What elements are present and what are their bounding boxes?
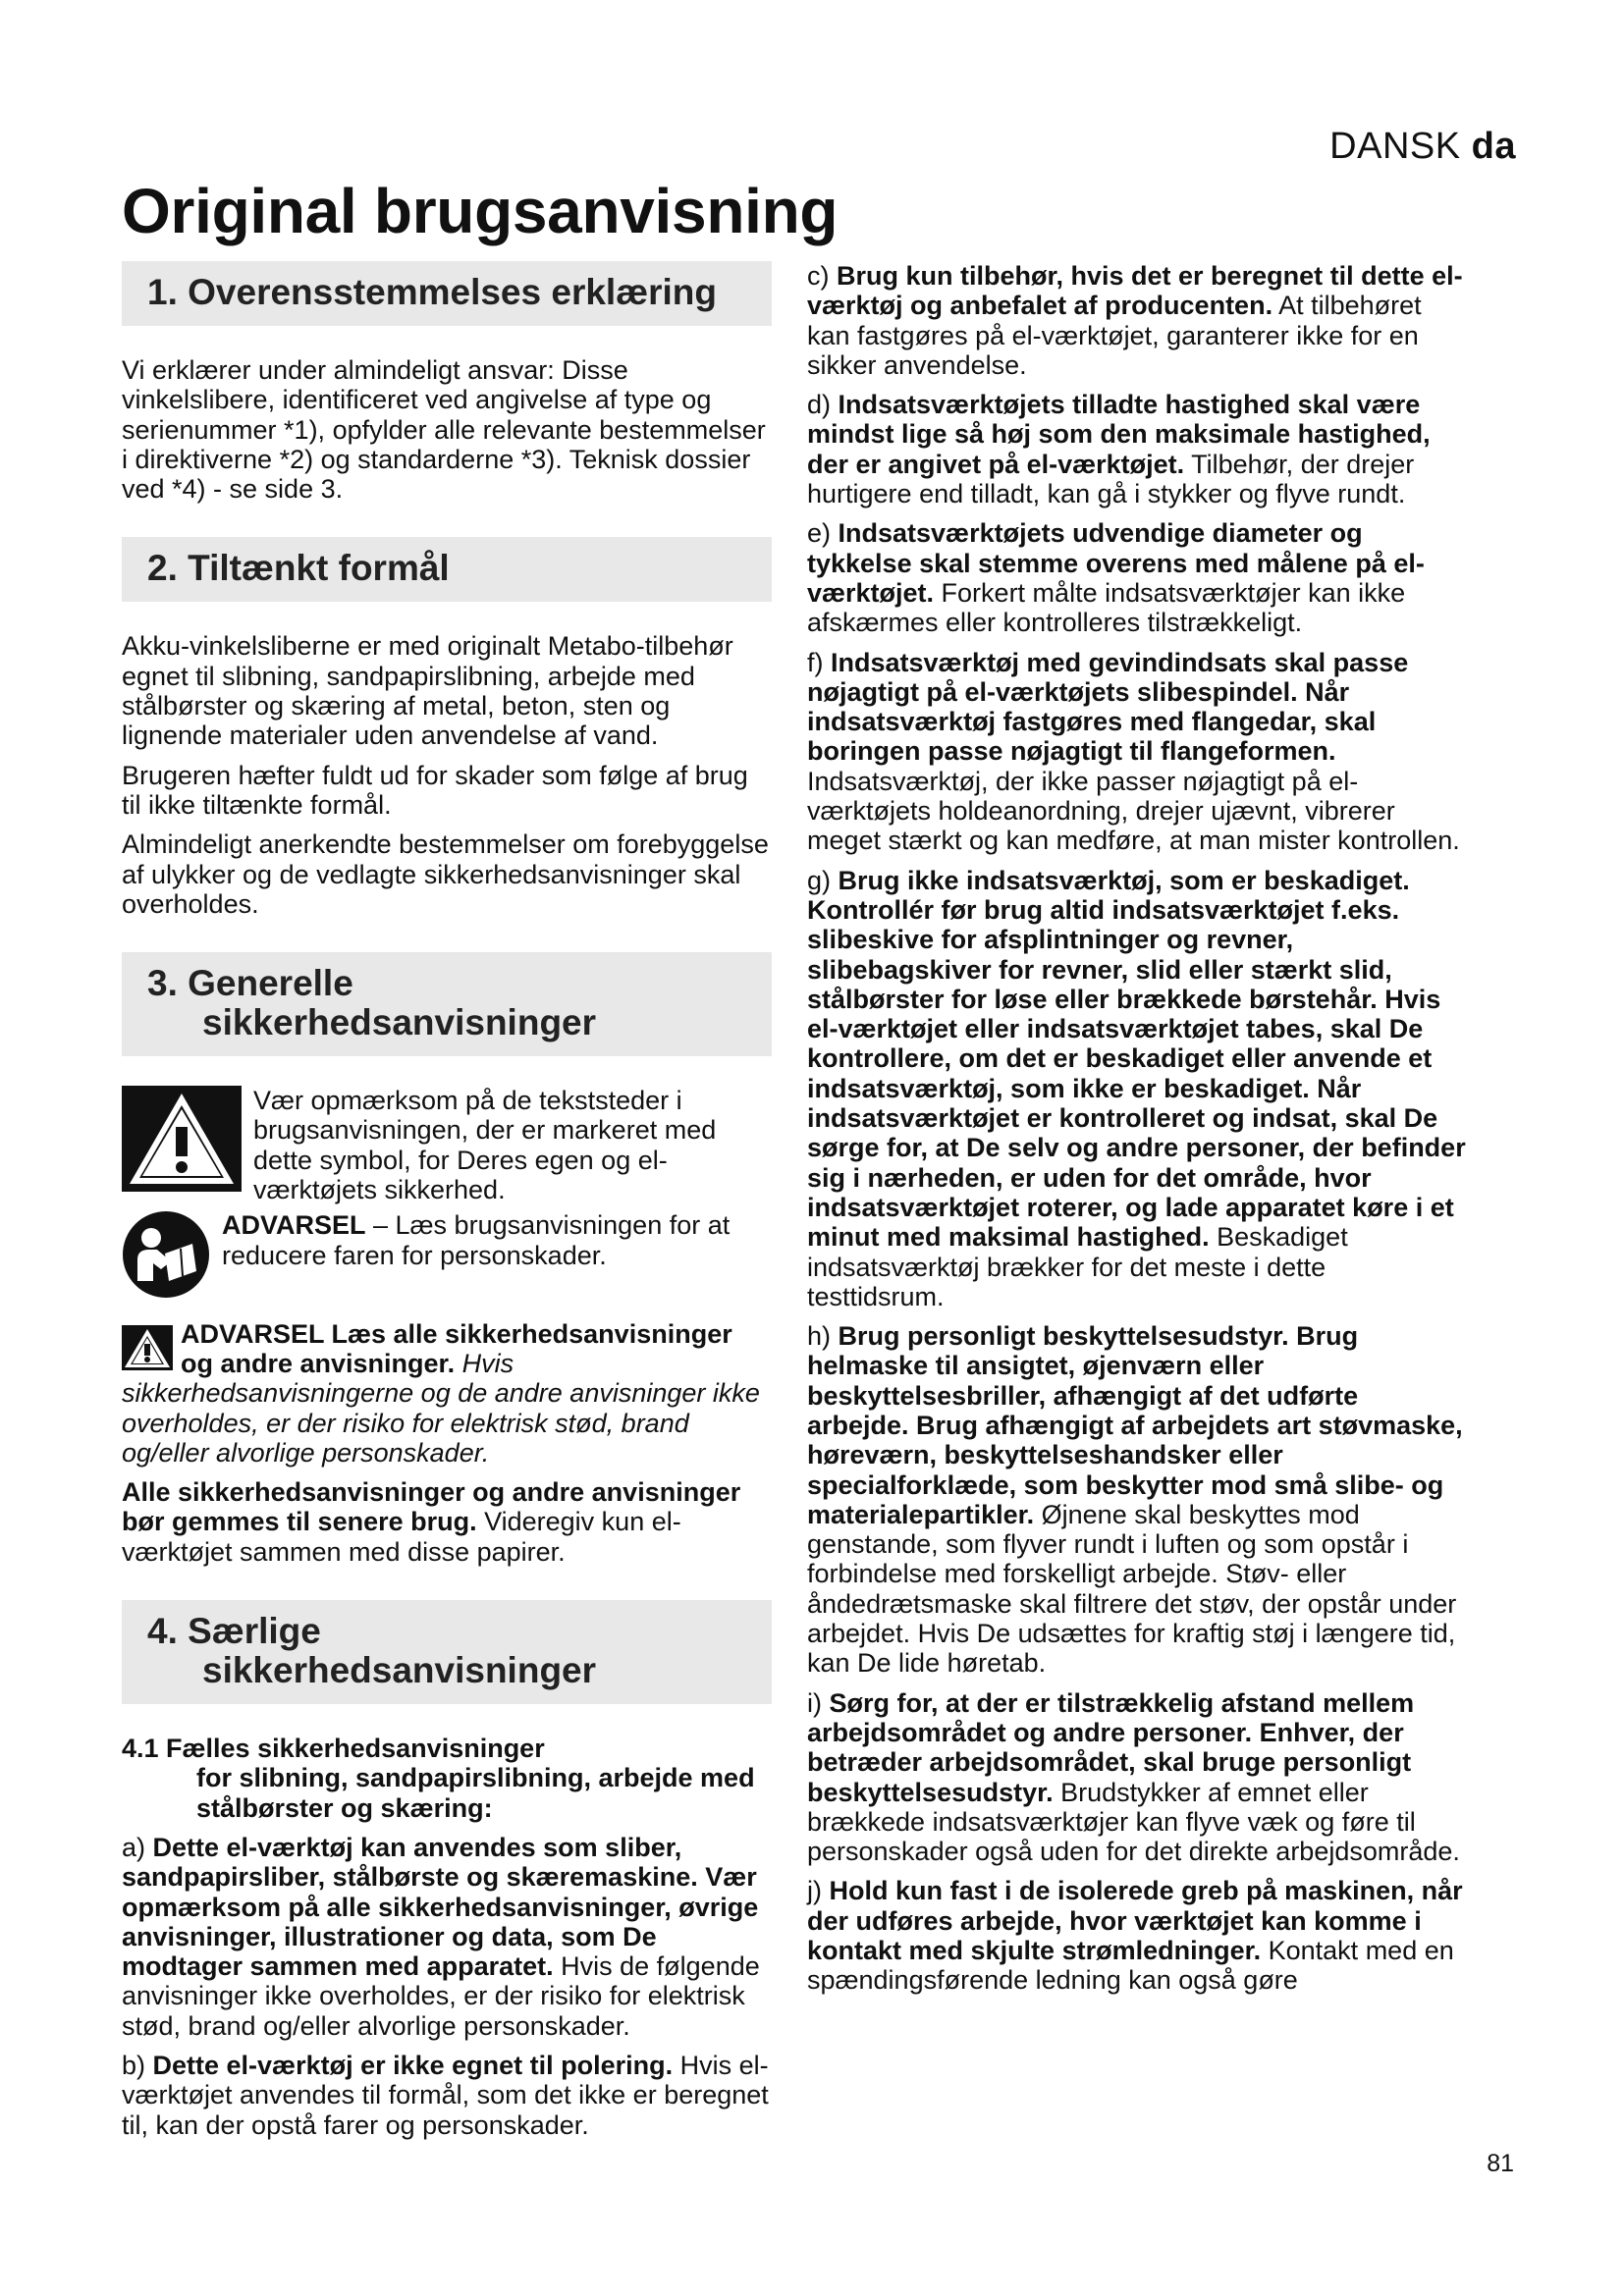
- keep-instructions-text: Videregiv kun el-værktøjet sammen med disse papirer.: [122, 1507, 681, 1567]
- advarsel-read-manual-text: [210, 1210, 772, 1270]
- language-label: [1329, 126, 1516, 168]
- item-g: [807, 866, 1467, 1311]
- subsection-4-1-line-2: for slibning, sandpapirslibning, arbejde med stålbørster og skæring:: [196, 1763, 755, 1823]
- item-d-bold: Indsatsværktøjets tilladte hastighed skal være mindst lige så høj som den maksimale hastighed, der er angivet på el-værktøjet.: [807, 390, 1431, 479]
- item-c-bold: Brug kun tilbehør, hvis det er beregnet til dette el-værktøj og anbefalet af producenten.: [807, 261, 1463, 321]
- advarsel-read-manual-body: – Læs brugsanvisningen for at reducere faren for personskader.: [222, 1210, 731, 1270]
- section-2-paragraph-1: Akku-vinkelsliberne er med originalt Metabo-tilbehør egnet til slibning, sandpapirslibning, arbejde med stålbørster og skæring af metal, beton, sten og lignende materialer uden anvendelse af vand.: [122, 631, 733, 751]
- section-4-heading: [122, 1600, 772, 1704]
- item-j-text: Kontakt med en spændingsførende ledning kan også gøre: [807, 1936, 1454, 1996]
- item-e-prefix: e): [807, 518, 839, 549]
- item-g-text: Beskadiget indsatsværktøj brækker for det meste i dette testtidsrum.: [807, 1222, 1348, 1311]
- section-3-heading-line-1: 3. Generelle: [147, 963, 353, 1004]
- section-4-heading-line-2: sikkerhedsanvisninger: [202, 1650, 597, 1691]
- section-3-heading: [122, 952, 772, 1056]
- advarsel-all-instructions: [122, 1319, 772, 1468]
- item-e-text: Forkert målte indsatsværktøjer kan ikke afskærmes eller kontrolleres tilstrækkeligt.: [807, 577, 1406, 638]
- keep-instructions-bold: Alle sikkerhedsanvisninger og andre anvisninger bør gemmes til senere brug.: [122, 1477, 741, 1537]
- page-title: Original brugsanvisning: [122, 176, 839, 246]
- item-d-prefix: d): [807, 390, 839, 420]
- item-a-prefix: a): [122, 1832, 153, 1862]
- item-h: [807, 1321, 1467, 1679]
- language-word: DANSK: [1329, 126, 1461, 167]
- right-column: [807, 261, 1467, 2005]
- item-d: [807, 390, 1467, 508]
- item-g-bold: Brug ikke indsatsværktøj, som er beskadiget. Kontrollér før brug altid indsatsværktøjet f.eks. slibeskive for afsplintninger og revner, slibebagskiver for revner, slid eller stærkt slid, stålbørster for løse eller brækkede børstehår. Hvis el-værktøjet eller indsatsværktøjet tabes, skal De kontrollere, om det er beskadiget eller anvende et indsatsværktøj, som ikke er beskadiget. Når indsatsværktøjet er kontrolleret og indsat, skal De sørge for, at De selv og andre personer, der befinder sig i nærheden, er uden for det område, hvor indsatsværktøjet roterer, og lade apparatet køre i et minut med maksimal hastighed.: [807, 865, 1466, 1253]
- item-i-text: Brudstykker af emnet eller brækkede indsatsværktøjer kan flyve væk og føre til personskader også uden for det direkte arbejdsområde.: [807, 1777, 1460, 1867]
- warning-symbol-note: [122, 1086, 772, 1204]
- left-column: [122, 261, 772, 2150]
- item-j-bold: Hold kun fast i de isolerede greb på maskinen, når der udføres arbejde, hvor værktøjet kan komme i kontakt med skjulte strømledninger.: [807, 1876, 1463, 1966]
- item-j-prefix: j): [807, 1876, 830, 1906]
- item-a-bold: Dette el-værktøj kan anvendes som sliber, sandpapirsliber, stålbørste og skæremaskine. Vær opmærksom på alle sikkerhedsanvisninger, øvrige anvisninger, illustrationer og data, som De modtager sammen med apparatet.: [122, 1832, 759, 1982]
- advarsel-read-manual: [122, 1210, 772, 1305]
- advarsel-all-bold: ADVARSEL Læs alle sikkerhedsanvisninger og andre anvisninger.: [181, 1318, 732, 1378]
- item-c: [807, 261, 1467, 380]
- section-3-heading-line-2: sikkerhedsanvisninger: [202, 1002, 597, 1043]
- language-code: da: [1471, 126, 1516, 167]
- item-i-prefix: i): [807, 1687, 830, 1718]
- item-h-prefix: h): [807, 1321, 839, 1352]
- item-b: [122, 2051, 772, 2140]
- item-b-text: Hvis el-værktøjet anvendes til formål, som det ikke er beregnet til, kan der opstå farer og personskader.: [122, 2050, 769, 2140]
- item-b-prefix: b): [122, 2050, 153, 2080]
- section-1-body: Vi erklærer under almindeligt ansvar: Disse vinkelslibere, identificeret ved angivelse af type og serienummer *1), opfylder alle relevante bestemmelser i direktiverne *2) og standarderne *3). Teknisk dossier ved *4) - se side 3.: [122, 355, 766, 505]
- item-f-prefix: f): [807, 647, 831, 677]
- item-i: [807, 1688, 1467, 1867]
- item-g-prefix: g): [807, 865, 839, 895]
- item-b-bold: Dette el-værktøj er ikke egnet til polering.: [152, 2050, 674, 2080]
- keep-instructions: [122, 1477, 772, 1567]
- section-2-paragraph-3: Almindeligt anerkendte bestemmelser om forebyggelse af ulykker og de vedlagte sikkerhedsanvisninger skal overholdes.: [122, 829, 769, 919]
- item-h-text: Øjnene skal beskyttes mod genstande, som flyver rundt i luften og som opstår i forbindelse med forskelligt arbejde. Støv- eller åndedrætsmaske skal filtrere det støv, der opstår under arbejdet. Hvis De udsættes for kraftig støj i længere tid, kan De lide høretab.: [807, 1499, 1457, 1679]
- small-warning-triangle-icon: [122, 1325, 173, 1376]
- item-a: [122, 1833, 772, 2041]
- item-e-bold: Indsatsværktøjets udvendige diameter og tykkelse skal stemme overens med målene på el-værktøjet.: [807, 518, 1425, 608]
- section-1-heading: 1. Overensstemmelses erklæring: [122, 261, 772, 326]
- read-manual-icon: [122, 1210, 210, 1305]
- item-a-text: Hvis de følgende anvisninger ikke overholdes, er der risiko for elektrisk stød, brand og/eller alvorlige personskader.: [122, 1951, 760, 2041]
- advarsel-all-italic: Hvis sikkerhedsanvisningerne og de andre anvisninger ikke overholdes, er der risiko for elektrisk stød, brand og/eller alvorlige personskader.: [122, 1348, 760, 1468]
- subsection-4-1-heading: [122, 1734, 772, 1823]
- warning-triangle-icon: [122, 1086, 242, 1198]
- section-2-paragraph-2: Brugeren hæfter fuldt ud for skader som følge af brug til ikke tiltænkte formål.: [122, 760, 748, 820]
- advarsel-label: ADVARSEL: [222, 1210, 366, 1241]
- item-c-text: At tilbehøret kan fastgøres på el-værktøjet, garanterer ikke for en sikker anvendelse.: [807, 291, 1422, 380]
- item-f-text: Indsatsværktøj, der ikke passer nøjagtigt på el-værktøjets holdeanordning, drejer ujævnt, vibrerer meget stærkt og kan medføre, at man mister kontrollen.: [807, 766, 1460, 856]
- section-2-heading: 2. Tiltænkt formål: [122, 537, 772, 602]
- section-4-heading-line-1: 4. Særlige: [147, 1611, 321, 1652]
- page-number: 81: [1487, 2150, 1514, 2177]
- subsection-4-1-line-1: 4.1 Fælles sikkerhedsanvisninger: [122, 1734, 545, 1764]
- item-d-text: Tilbehør, der drejer hurtigere end tilladt, kan gå i stykker og flyve rundt.: [807, 449, 1415, 509]
- item-i-bold: Sørg for, at der er tilstrækkelig afstand mellem arbejdsområdet og andre personer. Enhver, der betræder arbejdsområdet, skal bruge personligt beskyttelsesudstyr.: [807, 1687, 1415, 1807]
- warning-symbol-text: Vær opmærksom på de tekststeder i brugsanvisningen, der er markeret med dette symbol, for Deres egen og el-værktøjets sikkerhed.: [253, 1086, 717, 1205]
- item-f: [807, 648, 1467, 856]
- item-j: [807, 1876, 1467, 1995]
- item-c-prefix: c): [807, 261, 837, 291]
- item-e: [807, 518, 1467, 637]
- item-h-bold: Brug personligt beskyttelsesudstyr. Brug helmaske til ansigtet, øjenværn eller beskyttelsesbriller, afhængigt af det udførte arbejde. Brug afhængigt af arbejdets art støvmaske, høreværn, beskyttelseshandsker eller specialforklæde, som beskytter mod små slibe- og materialepartikler.: [807, 1321, 1463, 1529]
- item-f-bold: Indsatsværktøj med gevindindsats skal passe nøjagtigt på el-værktøjets slibespindel. Når indsatsværktøj fastgøres med flangedar, skal boringen passe nøjagtigt til flangeformen.: [807, 647, 1409, 767]
